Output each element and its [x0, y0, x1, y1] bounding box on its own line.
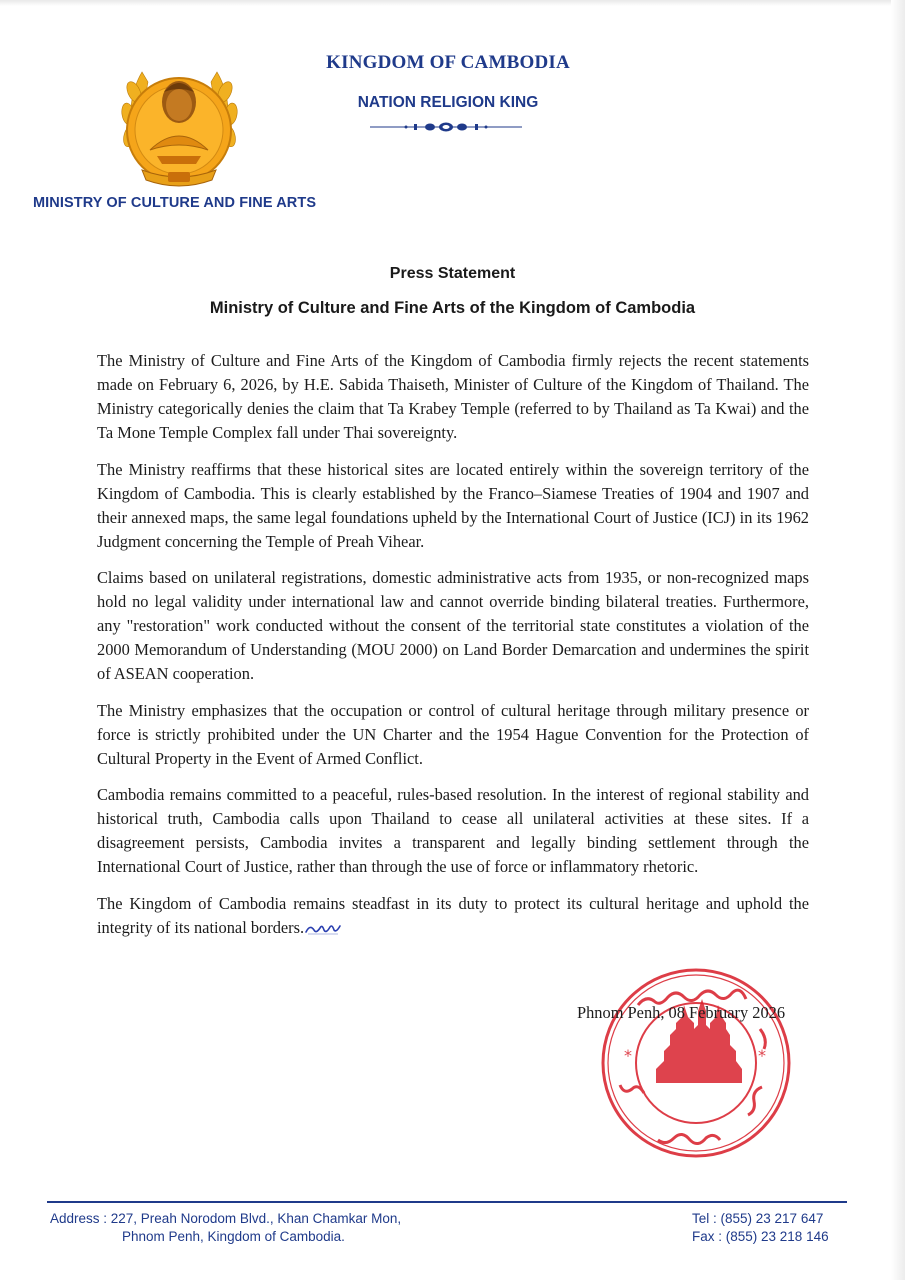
paragraph-6 — [97, 892, 809, 940]
paragraph-2: The Ministry reaffirms that these historical sites are located entirely within the sovereign territory of the Kingdom of Cambodia. This is clearly established by the Franco–Siamese Treaties of 1904 and 1907 and their annexed maps, the same legal foundations upheld by the International Court of Justice (ICJ) in its 1962 Judgment concerning the Temple of Preah Vihear. — [97, 459, 809, 551]
ornament-divider-icon — [370, 120, 522, 134]
footer-address — [50, 1210, 480, 1246]
paragraph-5: Cambodia remains committed to a peaceful, rules-based resolution. In the interest of regional stability and historical truth, Cambodia calls upon Thailand to cease all unilateral activities at these sites. If a disagreement persists, Cambodia invites a transparent and legally binding settlement through the International Court of Justice, rather than through the use of force or inflammatory rhetoric. — [97, 785, 809, 876]
address-line-1: Address : 227, Preah Norodom Blvd., Khan Chamkar Mon, — [50, 1211, 402, 1226]
paragraph-1: The Ministry of Culture and Fine Arts of the Kingdom of Cambodia firmly rejects the recent statements made on February 6, 2026, by H.E. Sabida Thaiseth, Minister of Culture of the Kingdom of Thailand. The Ministry categorically denies the claim that Ta Krabey Temple (referred to by Thailand as Ta Kwai) and the Ta Mone Temple Complex fall under Thai sovereignty. — [97, 351, 809, 442]
ministry-name: MINISTRY OF CULTURE AND FINE ARTS — [33, 195, 317, 211]
paragraph-3: Claims based on unilateral registrations, domestic administrative acts from 1935, or non-recognized maps hold no legal validity under international law and cannot override binding bilateral treaties. Furthermore, any "restoration" work conducted without the consent of the territorial state constitutes a violation of the 2000 Memorandum of Understanding (MOU 2000) on Land Border Demarcation and undermines the spirit of ASEAN cooperation. — [97, 568, 809, 683]
ministry-emblem-icon — [112, 52, 247, 192]
address-line-2: Phnom Penh, Kingdom of Cambodia. — [122, 1229, 345, 1244]
closing-text: The Kingdom of Cambodia remains steadfast in its duty to protect its cultural heritage and uphold the integrity of its national borders. — [97, 893, 809, 937]
official-seal-icon — [598, 965, 794, 1161]
scan-edge — [0, 0, 905, 6]
statement-body — [97, 349, 809, 952]
kingdom-title: KINGDOM OF CAMBODIA — [326, 52, 570, 73]
national-motto: NATION RELIGION KING — [357, 94, 539, 111]
svg-text:*: * — [624, 1046, 632, 1065]
telephone: Tel : (855) 23 217 647 — [692, 1211, 824, 1226]
handwritten-initials-icon — [304, 918, 342, 936]
scan-shadow — [891, 0, 905, 1280]
paragraph-4: The Ministry emphasizes that the occupation or control of cultural heritage through military presence or force is strictly prohibited under the UN Charter and the 1954 Hague Convention for the Protection of Cultural Property in the Event of Armed Conflict. — [97, 700, 809, 768]
fax: Fax : (855) 23 218 146 — [692, 1229, 829, 1244]
document-title: Press Statement — [389, 265, 516, 282]
footer-contact — [692, 1210, 862, 1246]
place-and-date: Phnom Penh, 08 February 2026 — [577, 1003, 786, 1022]
document-subtitle: Ministry of Culture and Fine Arts of the Kingdom of Cambodia — [209, 299, 696, 317]
footer-divider — [47, 1201, 847, 1203]
svg-text:*: * — [758, 1046, 766, 1065]
